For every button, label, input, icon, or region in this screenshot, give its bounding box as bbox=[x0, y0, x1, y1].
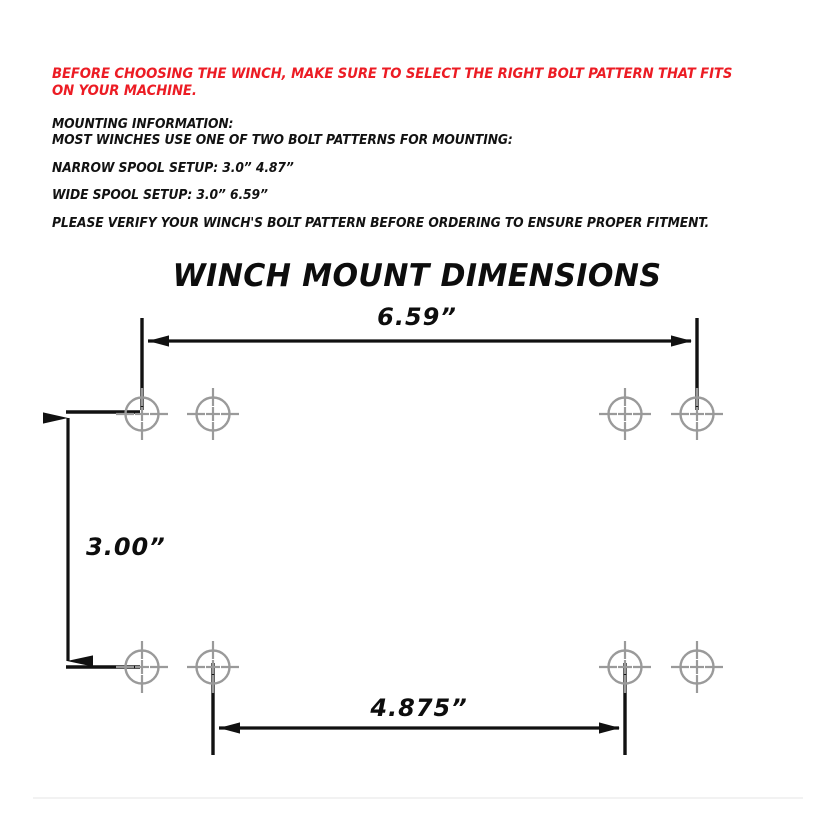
mounting-information-heading: MOUNTING INFORMATION: bbox=[52, 117, 234, 132]
bolt-hole-bottom-inner-right bbox=[599, 641, 651, 693]
bolt-hole-top-outer-left bbox=[116, 388, 168, 440]
spacer bbox=[52, 203, 802, 216]
bolt-hole-bottom-outer-right bbox=[671, 641, 723, 693]
dimension-label-inner-width: 4.875” bbox=[370, 694, 468, 722]
narrow-spool-setup-line: NARROW SPOOL SETUP: 3.0” 4.87” bbox=[52, 161, 294, 176]
bolt-hole-top-outer-right bbox=[671, 388, 723, 440]
mounting-information-subheading: MOST WINCHES USE ONE OF TWO BOLT PATTERNS FOR MOUNTING: bbox=[52, 132, 513, 148]
warning-line-2: ON YOUR MACHINE. bbox=[52, 82, 197, 99]
bolt-hole-top-inner-right bbox=[599, 388, 651, 440]
spacer bbox=[52, 99, 802, 117]
dimension-label-outer-width: 6.59” bbox=[377, 303, 457, 331]
spacer bbox=[52, 148, 802, 161]
verify-bolt-pattern-note: PLEASE VERIFY YOUR WINCH'S BOLT PATTERN BEFORE ORDERING TO ENSURE PROPER FITMENT. bbox=[52, 216, 710, 231]
footer-divider bbox=[33, 797, 803, 799]
bolt-hole-bottom-outer-left bbox=[116, 641, 168, 693]
spacer bbox=[52, 177, 802, 188]
wide-spool-setup-line: WIDE SPOOL SETUP: 3.0” 6.59” bbox=[52, 187, 268, 203]
dimension-label-row-spacing: 3.00” bbox=[86, 533, 166, 561]
diagram-title: WINCH MOUNT DIMENSIONS bbox=[172, 258, 662, 294]
mounting-information-block bbox=[52, 66, 802, 232]
bolt-hole-bottom-inner-left bbox=[187, 641, 239, 693]
warning-line-1: BEFORE CHOOSING THE WINCH, MAKE SURE TO SELECT THE RIGHT BOLT PATTERN THAT FITS bbox=[52, 66, 733, 82]
bolt-hole-top-inner-left bbox=[187, 388, 239, 440]
